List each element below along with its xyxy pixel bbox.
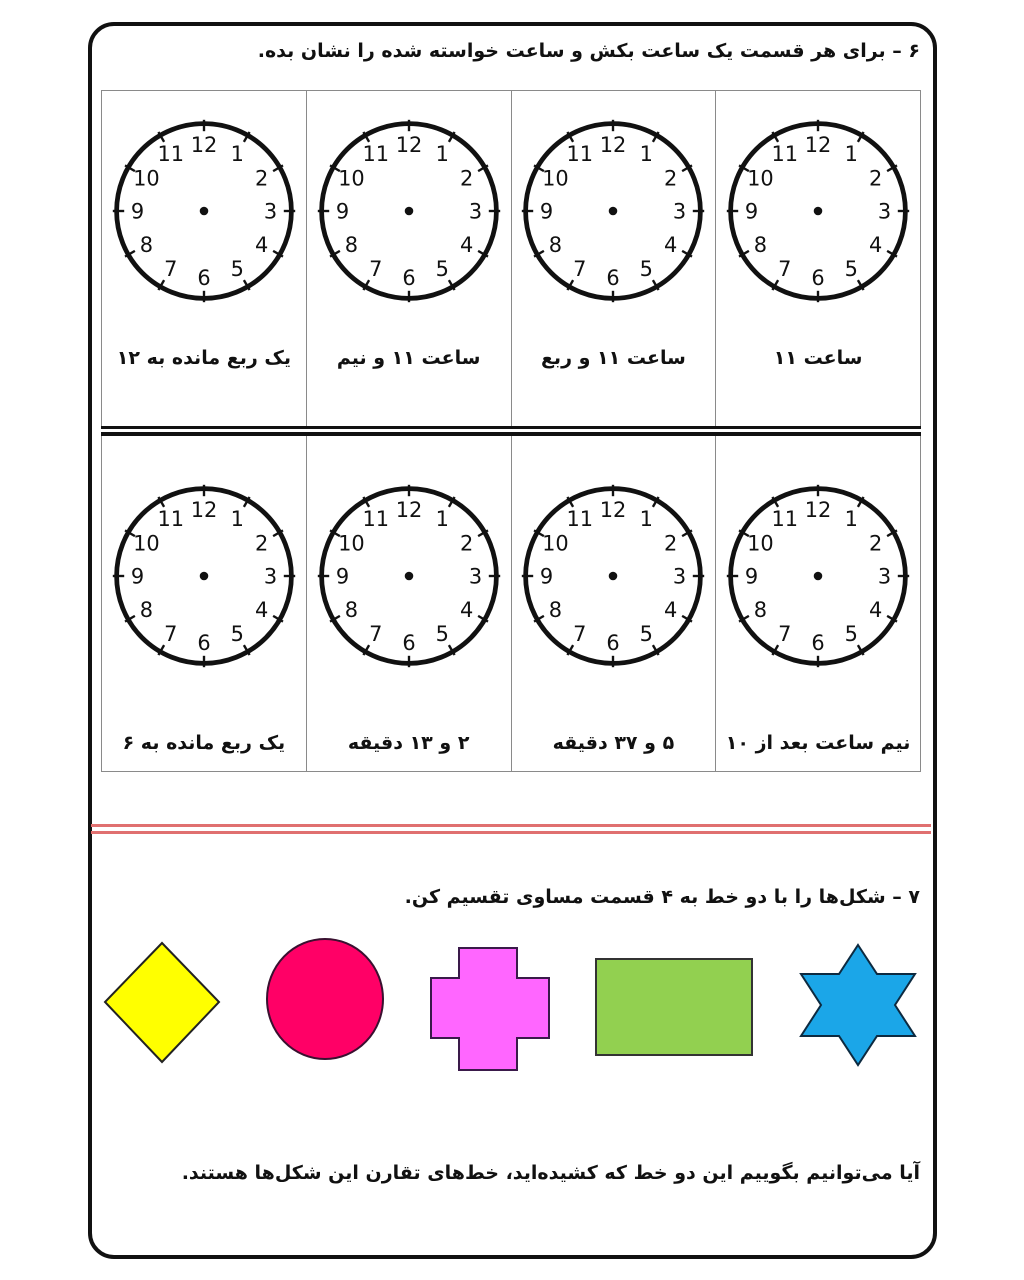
svg-text:3: 3 — [263, 199, 278, 224]
clock-face-icon[interactable] — [518, 116, 708, 306]
svg-text:12: 12 — [804, 133, 832, 158]
svg-text:3: 3 — [673, 199, 687, 224]
svg-text:4: 4 — [254, 232, 269, 257]
svg-text:2: 2 — [459, 166, 473, 191]
symmetry-question: آیا می‌توانیم بگوییم این دو خط که کشیده‌اید، خط‌های تقارن این شکل‌ها هستند. — [181, 1162, 920, 1184]
svg-text:12: 12 — [600, 133, 627, 158]
svg-text:2: 2 — [869, 531, 883, 556]
diamond-shape-icon[interactable] — [102, 940, 222, 1066]
svg-text:3: 3 — [877, 199, 892, 224]
svg-text:10: 10 — [337, 166, 365, 191]
clock-label: یک ربع مانده به ۱۲ — [116, 347, 291, 369]
svg-text:1: 1 — [639, 142, 654, 167]
svg-text:6: 6 — [401, 266, 416, 291]
svg-text:4: 4 — [664, 597, 678, 622]
svg-text:11: 11 — [566, 142, 594, 167]
svg-text:12: 12 — [600, 498, 627, 523]
svg-text:7: 7 — [163, 622, 178, 647]
svg-text:4: 4 — [459, 232, 473, 257]
svg-text:1: 1 — [844, 507, 859, 532]
clock-label: ۲ و ۱۳ دقیقه — [347, 732, 470, 754]
clock-label: یک ربع مانده به ۶ — [122, 732, 286, 754]
svg-text:5: 5 — [230, 622, 244, 647]
svg-text:4: 4 — [459, 597, 473, 622]
clock-cell — [511, 436, 716, 771]
clock-grid-bottom — [101, 436, 921, 772]
svg-text:9: 9 — [130, 199, 145, 224]
svg-text:7: 7 — [778, 622, 792, 647]
svg-text:8: 8 — [344, 597, 358, 622]
svg-text:6: 6 — [197, 631, 211, 656]
clock-label: ساعت ۱۱ — [773, 347, 863, 369]
svg-text:1: 1 — [230, 507, 244, 532]
svg-text:9: 9 — [540, 564, 554, 589]
svg-text:7: 7 — [778, 257, 792, 282]
clock-label: ساعت ۱۱ و ربع — [540, 347, 686, 369]
clock-face-icon[interactable] — [518, 481, 708, 671]
svg-text:12: 12 — [804, 498, 832, 523]
svg-text:6: 6 — [811, 266, 825, 291]
svg-text:10: 10 — [132, 531, 160, 556]
svg-text:1: 1 — [230, 142, 244, 167]
svg-text:5: 5 — [844, 622, 859, 647]
svg-text:1: 1 — [435, 142, 449, 167]
svg-text:9: 9 — [335, 199, 349, 224]
svg-text:12: 12 — [395, 498, 422, 523]
svg-text:9: 9 — [335, 564, 349, 589]
svg-text:1: 1 — [639, 507, 654, 532]
clock-cell — [306, 436, 511, 771]
svg-text:11: 11 — [566, 507, 594, 532]
svg-text:7: 7 — [573, 257, 587, 282]
rectangle-shape-icon[interactable] — [594, 957, 754, 1057]
cross-shape-icon[interactable] — [429, 946, 551, 1072]
svg-text:6: 6 — [606, 266, 621, 291]
svg-text:11: 11 — [157, 507, 184, 532]
clock-cell — [102, 91, 306, 426]
svg-text:2: 2 — [459, 531, 473, 556]
svg-text:8: 8 — [549, 232, 563, 257]
svg-text:9: 9 — [744, 199, 759, 224]
svg-text:11: 11 — [362, 507, 389, 532]
svg-text:3: 3 — [263, 564, 278, 589]
svg-text:2: 2 — [869, 166, 883, 191]
svg-text:4: 4 — [869, 597, 883, 622]
svg-text:10: 10 — [542, 166, 570, 191]
svg-text:10: 10 — [747, 166, 774, 191]
clock-cell — [715, 91, 920, 426]
row-divider — [101, 426, 921, 436]
svg-text:2: 2 — [664, 166, 678, 191]
svg-text:7: 7 — [368, 622, 383, 647]
star-shape-icon[interactable] — [798, 943, 918, 1067]
svg-text:7: 7 — [163, 257, 178, 282]
clock-cell — [511, 91, 716, 426]
svg-text:12: 12 — [395, 133, 422, 158]
clock-cell — [715, 436, 920, 771]
svg-text:2: 2 — [254, 531, 269, 556]
svg-text:5: 5 — [844, 257, 859, 282]
svg-text:7: 7 — [368, 257, 383, 282]
svg-text:12: 12 — [190, 498, 218, 523]
svg-text:11: 11 — [771, 142, 799, 167]
svg-text:5: 5 — [639, 257, 654, 282]
svg-text:9: 9 — [744, 564, 759, 589]
clock-face-icon[interactable] — [109, 116, 299, 306]
svg-text:1: 1 — [844, 142, 859, 167]
clock-label: ساعت ۱۱ و نیم — [336, 347, 481, 369]
svg-text:8: 8 — [344, 232, 358, 257]
svg-text:5: 5 — [230, 257, 244, 282]
clock-face-icon[interactable] — [109, 481, 299, 671]
clock-face-icon[interactable] — [723, 481, 913, 671]
svg-text:11: 11 — [771, 507, 799, 532]
svg-text:8: 8 — [139, 232, 153, 257]
svg-text:8: 8 — [549, 597, 563, 622]
circle-shape-icon[interactable] — [265, 937, 385, 1061]
svg-text:9: 9 — [130, 564, 145, 589]
svg-text:10: 10 — [132, 166, 160, 191]
svg-text:3: 3 — [468, 199, 482, 224]
clock-cell — [306, 91, 511, 426]
svg-text:3: 3 — [877, 564, 892, 589]
svg-text:2: 2 — [254, 166, 269, 191]
svg-text:2: 2 — [664, 531, 678, 556]
svg-text:3: 3 — [673, 564, 687, 589]
svg-text:6: 6 — [811, 631, 825, 656]
svg-text:5: 5 — [435, 257, 449, 282]
svg-text:8: 8 — [139, 597, 153, 622]
clock-label: نیم ساعت بعد از ۱۰ — [725, 732, 911, 754]
section-7-heading: ۷ – شکل‌ها را با دو خط به ۴ قسمت مساوی تقسیم کن. — [404, 886, 920, 908]
clock-cell — [102, 436, 306, 771]
svg-text:9: 9 — [540, 199, 554, 224]
svg-text:8: 8 — [753, 232, 768, 257]
svg-text:6: 6 — [606, 631, 621, 656]
svg-text:12: 12 — [190, 133, 218, 158]
svg-text:10: 10 — [747, 531, 774, 556]
svg-text:7: 7 — [573, 622, 587, 647]
clock-label: ۵ و ۳۷ دقیقه — [552, 732, 675, 754]
svg-text:10: 10 — [337, 531, 365, 556]
clock-grid-top — [101, 90, 921, 426]
svg-text:8: 8 — [753, 597, 768, 622]
clock-face-icon[interactable] — [314, 481, 504, 671]
clock-face-icon[interactable] — [314, 116, 504, 306]
section-6-heading: ۶ – برای هر قسمت یک ساعت بکش و ساعت خواسته شده را نشان بده. — [257, 40, 920, 62]
svg-text:5: 5 — [639, 622, 654, 647]
svg-text:10: 10 — [542, 531, 570, 556]
svg-text:1: 1 — [435, 507, 449, 532]
svg-text:6: 6 — [401, 631, 416, 656]
svg-text:5: 5 — [435, 622, 449, 647]
svg-text:4: 4 — [664, 232, 678, 257]
svg-text:6: 6 — [197, 266, 211, 291]
svg-text:4: 4 — [869, 232, 883, 257]
clock-face-icon[interactable] — [723, 116, 913, 306]
svg-text:11: 11 — [157, 142, 184, 167]
svg-text:3: 3 — [468, 564, 482, 589]
svg-text:11: 11 — [362, 142, 389, 167]
svg-text:4: 4 — [254, 597, 269, 622]
section-divider — [91, 824, 931, 834]
